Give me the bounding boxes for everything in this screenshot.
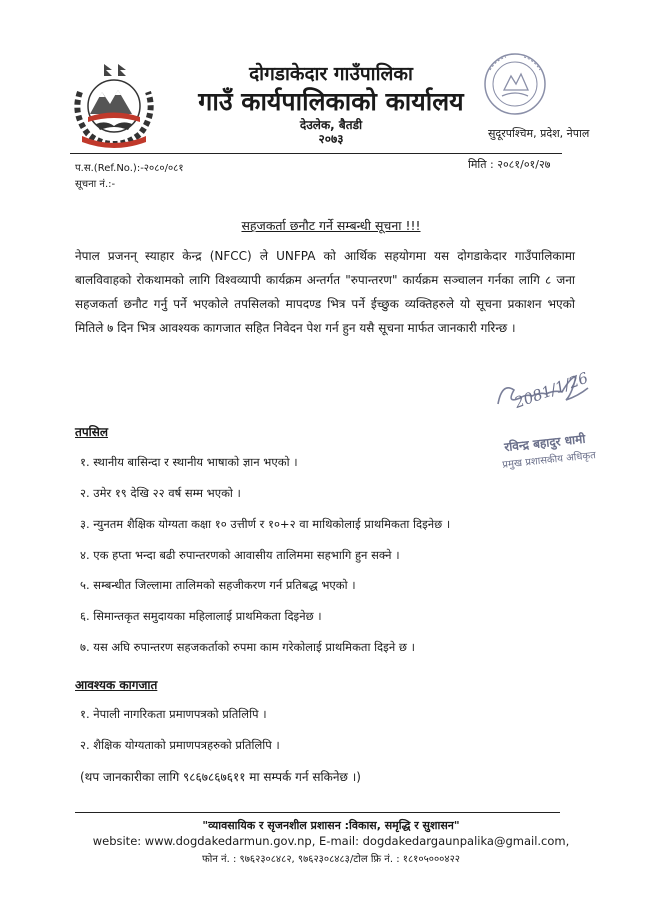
footer-website: website: www.dogdakedarmun.gov.np, E-mail: dogdakedargaunpalika@gmail.com,: [92, 834, 570, 848]
office-name: गाउँ कार्यपालिकाको कार्यालय: [198, 87, 464, 116]
header-divider: [70, 153, 562, 154]
document-item: २. शैक्षिक योग्यताको प्रमाणपत्रहरुको प्रतिलिपि ।: [80, 738, 280, 752]
signature-date: 2081/1/26: [512, 368, 591, 412]
office-place: देउलेक, बैतडी: [299, 118, 363, 132]
criteria-item: ४. एक हप्ता भन्दा बढी रुपान्तरणको आवासीय तालिममा सहभागि हुन सक्ने ।: [80, 548, 400, 562]
contact-note: (थप जानकारीका लागि ९८६७८६७६११ मा सम्पर्क गर्न सकिनेछ ।): [80, 770, 361, 784]
signatory-name: रविन्द्र बहादुर धामी: [503, 431, 587, 455]
footer-divider: [75, 812, 560, 813]
footer-slogan: "व्यावसायिक र सृजनशील प्रशासन :विकास, समृद्धि र सुशासन": [202, 819, 460, 832]
criteria-item: ७. यस अघि रुपान्तरण सहजकर्ताको रुपमा काम गरेकोलाई प्राथमिकता दिइने छ ।: [80, 640, 415, 654]
criteria-item: ३. न्युनतम शैक्षिक योग्यता कक्षा १० उत्तीर्ण र १०+२ वा माथिकोलाई प्राथमिकता दिइनेछ ।: [80, 517, 451, 531]
criteria-heading: तपसिल: [75, 425, 109, 439]
established-year: २०७३: [318, 132, 344, 146]
criteria-item: २. उमेर १९ देखि २२ वर्ष सम्म भएको ।: [80, 486, 241, 500]
documents-heading: आवश्यक कागजात: [75, 678, 158, 692]
footer-phone: फोन नं. : ९७६२३०८४८२, ९७६२३०८४८३/टोल फ्रि नं. : १८१०५०००४२२: [202, 854, 460, 865]
province-label: सुदूरपश्चिम, प्रदेश, नेपाल: [488, 127, 590, 140]
criteria-item: ५. सम्बन्धीत जिल्लामा तालिमको सहजीकरण गर्न प्रतिबद्ध भएको ।: [80, 578, 356, 592]
notice-date: मिति : २०८१/०१/२७: [468, 158, 551, 171]
signatory-title: प्रमुख प्रशासकीय अधिकृत: [501, 450, 597, 471]
criteria-item: १. स्थानीय बासिन्दा र स्थानीय भाषाको ज्ञान भएको ।: [80, 455, 298, 469]
notice-subject: सहजकर्ता छनौट गर्ने सम्बन्धी सूचना !!!: [241, 218, 421, 233]
reference-number: प.स.(Ref.No.):-२०८०/०८१: [75, 163, 184, 174]
criteria-item: ६. सिमान्तकृत समुदायका महिलालाई प्राथमिकता दिइनेछ ।: [80, 609, 322, 623]
municipality-name: दोगडाकेदार गाउँपालिका: [249, 63, 413, 85]
document-item: १. नेपाली नागरिकता प्रमाणपत्रको प्रतिलिपि ।: [80, 707, 267, 721]
notice-number: सूचना नं.:-: [75, 179, 116, 190]
notice-body: नेपाल प्रजनन् स्याहार केन्द्र (NFCC) ले UNFPA को आर्थिक सहयोगमा यस दोगडाकेदार गाउँपालिकामा बालविवाहको रोकथामको लागि विश्वव्यापी कार्यक्रम अन्तर्गत "रुपान्तरण" कार्यक्रम सञ्चालन गर्नका लागि ८ जना सहजकर्ता छनौट गर्नु पर्ने भएकोले तपसिलको मापदण्ड भित्र पर्ने ईच्छुक व्यक्तिहरुले यो सूचना प्रकाशन भएको मितिले ७ दिन भित्र आवश्यक कागजात सहित निवेदन पेश गर्न हुन यसै सूचना मार्फत जानकारी गरिन्छ ।: [75, 249, 575, 335]
